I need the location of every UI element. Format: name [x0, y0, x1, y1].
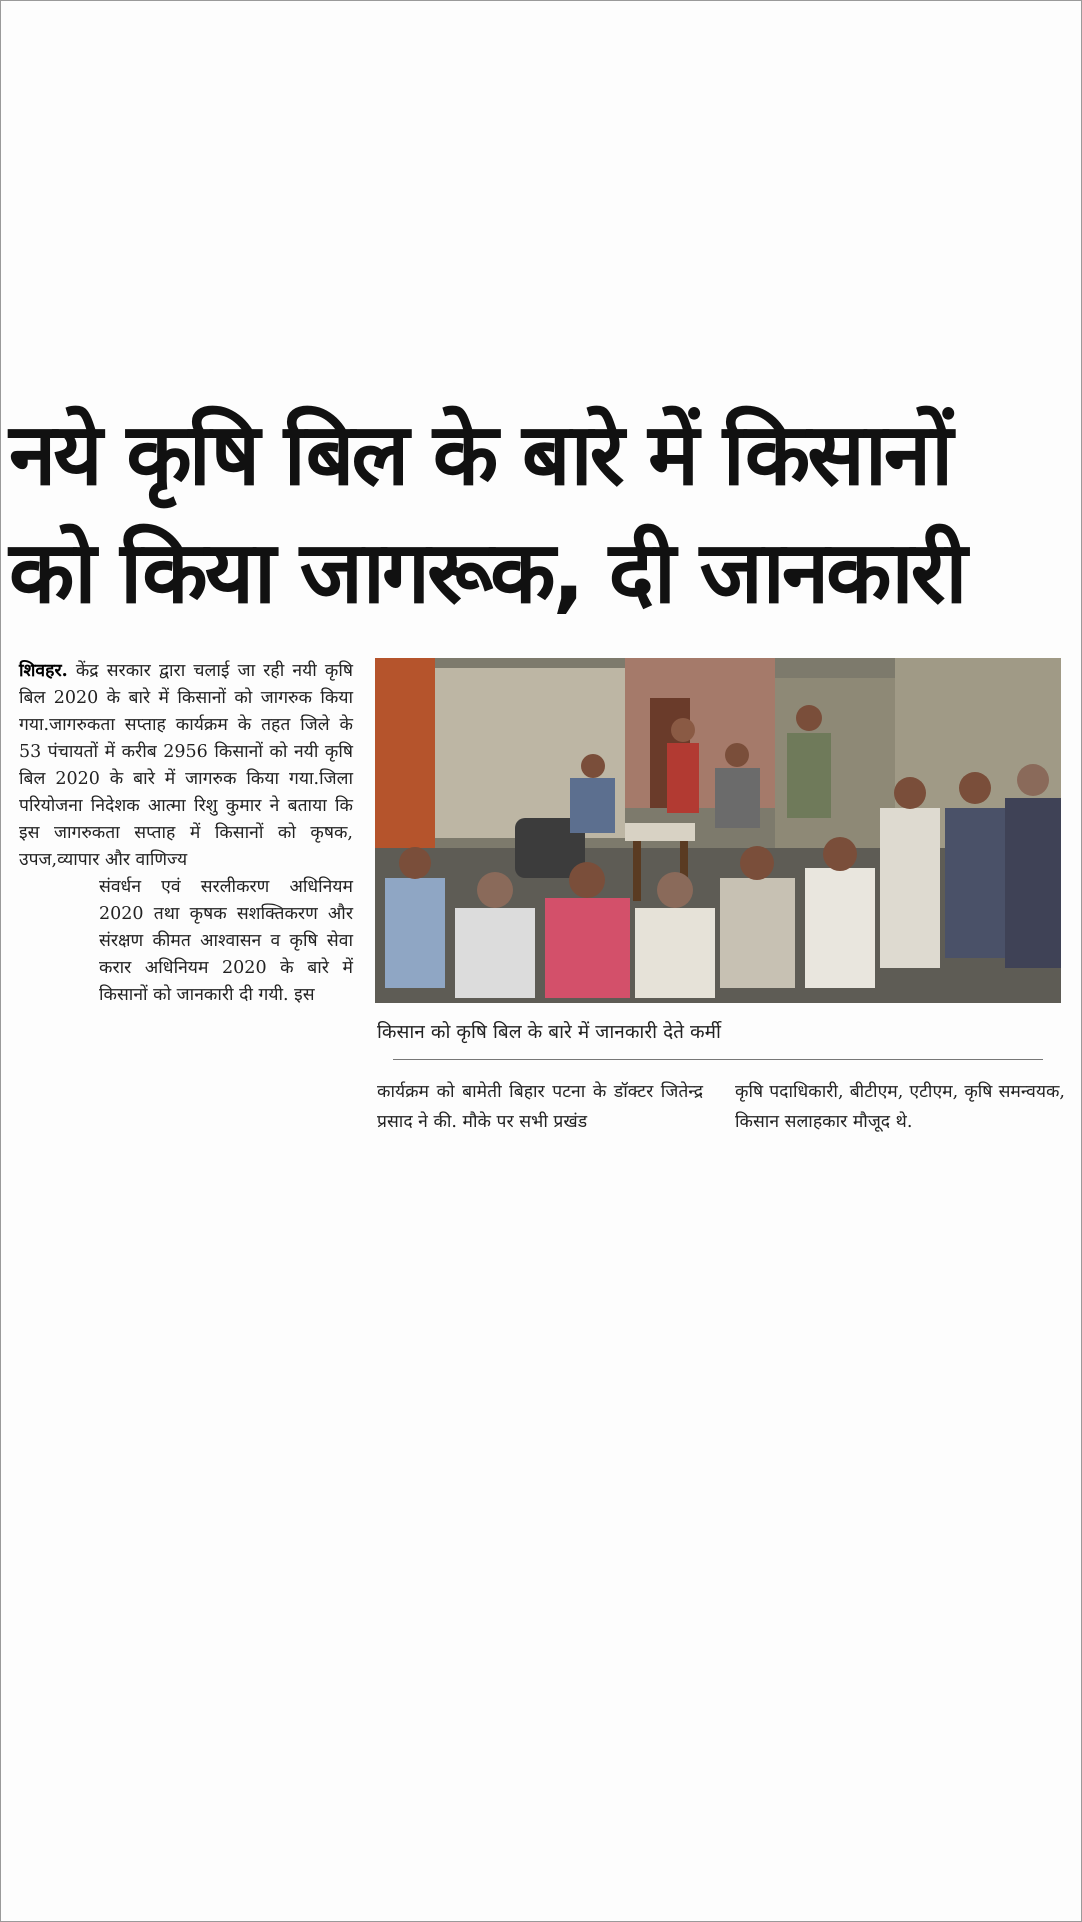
headline-line-1: नये कृषि बिल के बारे में किसानों [9, 405, 951, 505]
headline [9, 396, 1073, 632]
article-column-right: कृषि पदाधिकारी, बीटीएम, एटीएम, कृषि समन्वयक, किसान सलाहकार मौजूद थे. [735, 1082, 1065, 1132]
news-photo [375, 658, 1061, 1003]
photo-caption: किसान को कृषि बिल के बारे में जानकारी देते कर्मी [377, 1021, 721, 1043]
body-text-left-wrapped: संवर्धन एवं सरलीकरण अधिनियम 2020 तथा कृषक सशक्तिकरण और संरक्षण कीमत आश्वासन व कृषि सेवा करार अधिनियम 2020 के बारे में किसानों को जानकारी दी गयी. इस [99, 877, 353, 1005]
article-column-middle: कार्यक्रम को बामेती बिहार पटना के डॉक्टर जितेन्द्र प्रसाद ने की. मौके पर सभी प्रखंड [377, 1082, 703, 1132]
caption-divider [393, 1059, 1043, 1060]
body-text-left: केंद्र सरकार द्वारा चलाई जा रही नयी कृषि बिल 2020 के बारे में किसानों को जागरुक किया गया.जागरुकता सप्ताह कार्यक्रम के तहत जिले के 53 पंचायतों में करीब 2956 किसानों को नयी कृषि बिल 2020 के बारे में जागरुक किया गया.जिला परियोजना निदेशक आत्मा रिशु कुमार ने बताया कि इस जागरुकता सप्ताह में किसानों को कृषक, उपज,व्यापार और वाणिज्य [19, 661, 353, 870]
farmers-meeting-photo [375, 658, 1061, 1003]
dateline: शिवहर. [19, 661, 68, 681]
headline-line-2: को किया जागरूक, दी जानकारी [9, 523, 965, 623]
article-column-left [19, 658, 353, 1009]
